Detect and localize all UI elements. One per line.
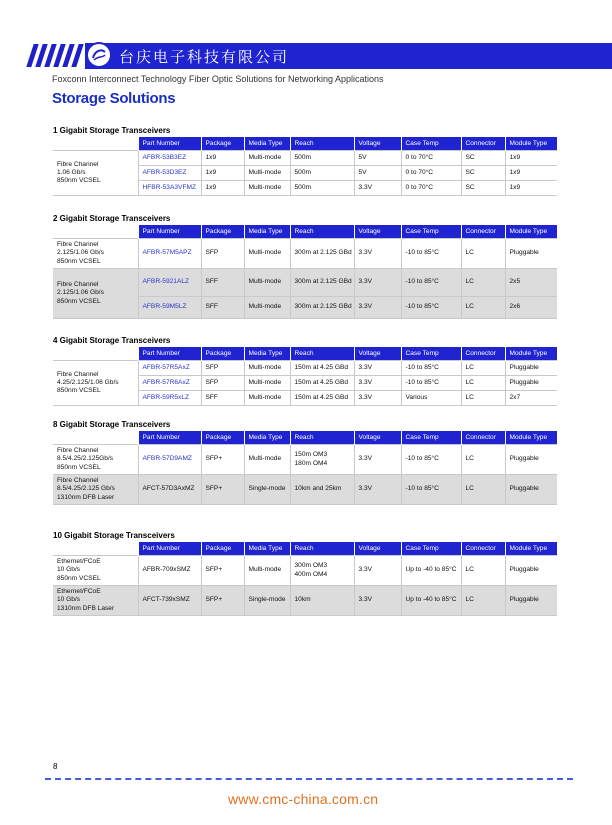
reach-cell: 150m at 4.25 GBd bbox=[290, 376, 354, 391]
media-type-cell: Multi-mode bbox=[244, 391, 290, 406]
part-number-cell[interactable]: AFBR-59R5xLZ bbox=[138, 391, 201, 406]
column-header-module-type: Module Type bbox=[505, 137, 557, 151]
module-type-cell: 1x9 bbox=[505, 166, 557, 181]
media-type-cell: Single-mode bbox=[244, 586, 290, 616]
media-type-cell: Multi-mode bbox=[244, 556, 290, 586]
voltage-cell: 3.3V bbox=[354, 269, 401, 297]
column-header-voltage: Voltage bbox=[354, 225, 401, 239]
module-type-cell: 2x7 bbox=[505, 391, 557, 406]
company-name: 台庆电子科技有限公司 bbox=[119, 48, 290, 66]
reach-cell: 300m OM3 400m OM4 bbox=[290, 556, 354, 586]
table-row bbox=[53, 586, 557, 616]
section-title: 4 Gigabit Storage Transceivers bbox=[53, 336, 171, 345]
part-number-cell[interactable]: AFBR-57M5APZ bbox=[138, 239, 201, 269]
package-cell: SFP bbox=[201, 239, 244, 269]
case-temp-cell: -10 to 85°C bbox=[401, 445, 461, 475]
voltage-cell: 3.3V bbox=[354, 475, 401, 505]
column-header-connector: Connector bbox=[461, 542, 505, 556]
package-cell: 1x9 bbox=[201, 166, 244, 181]
column-header-case-temp: Case Temp bbox=[401, 347, 461, 361]
connector-cell: LC bbox=[461, 376, 505, 391]
column-header-case-temp: Case Temp bbox=[401, 542, 461, 556]
column-header-connector: Connector bbox=[461, 137, 505, 151]
header-spacer bbox=[53, 137, 138, 151]
media-type-cell: Single-mode bbox=[244, 475, 290, 505]
module-type-cell: Pluggable bbox=[505, 556, 557, 586]
voltage-cell: 3.3V bbox=[354, 181, 401, 196]
column-header-connector: Connector bbox=[461, 225, 505, 239]
package-cell: SFP+ bbox=[201, 556, 244, 586]
case-temp-cell: 0 to 70°C bbox=[401, 181, 461, 196]
spec-table bbox=[53, 137, 557, 196]
column-header-media-type: Media Type bbox=[244, 542, 290, 556]
voltage-cell: 3.3V bbox=[354, 445, 401, 475]
part-number-cell[interactable]: AFCT-57D3AxMZ bbox=[138, 475, 201, 505]
case-temp-cell: 0 to 70°C bbox=[401, 166, 461, 181]
spec-table bbox=[53, 431, 557, 505]
column-header-module-type: Module Type bbox=[505, 542, 557, 556]
column-header-reach: Reach bbox=[290, 137, 354, 151]
reach-cell: 500m bbox=[290, 166, 354, 181]
part-number-cell[interactable]: HFBR-53A3VFMZ bbox=[138, 181, 201, 196]
column-header-case-temp: Case Temp bbox=[401, 225, 461, 239]
voltage-cell: 3.3V bbox=[354, 239, 401, 269]
case-temp-cell: -10 to 85°C bbox=[401, 376, 461, 391]
column-header-package: Package bbox=[201, 542, 244, 556]
section-title: 10 Gigabit Storage Transceivers bbox=[53, 531, 175, 540]
voltage-cell: 3.3V bbox=[354, 361, 401, 376]
reach-cell: 300m at 2.125 GBd bbox=[290, 269, 354, 297]
module-type-cell: 1x9 bbox=[505, 181, 557, 196]
connector-cell: LC bbox=[461, 475, 505, 505]
media-type-cell: Multi-mode bbox=[244, 166, 290, 181]
column-header-voltage: Voltage bbox=[354, 431, 401, 445]
column-header-connector: Connector bbox=[461, 431, 505, 445]
package-cell: SFF bbox=[201, 391, 244, 406]
connector-cell: LC bbox=[461, 586, 505, 616]
module-type-cell: Pluggable bbox=[505, 475, 557, 505]
column-header-module-type: Module Type bbox=[505, 431, 557, 445]
column-header-package: Package bbox=[201, 431, 244, 445]
table-row bbox=[53, 361, 557, 376]
voltage-cell: 3.3V bbox=[354, 391, 401, 406]
connector-cell: LC bbox=[461, 361, 505, 376]
connector-cell: LC bbox=[461, 445, 505, 475]
reach-cell: 150m at 4.25 GBd bbox=[290, 361, 354, 376]
column-header-reach: Reach bbox=[290, 431, 354, 445]
column-header-part-number: Part Number bbox=[138, 137, 201, 151]
column-header-module-type: Module Type bbox=[505, 225, 557, 239]
media-type-cell: Multi-mode bbox=[244, 361, 290, 376]
voltage-cell: 3.3V bbox=[354, 297, 401, 319]
case-temp-cell: -10 to 85°C bbox=[401, 239, 461, 269]
reach-cell: 10km and 25km bbox=[290, 475, 354, 505]
part-number-cell[interactable]: AFCT-739xSMZ bbox=[138, 586, 201, 616]
part-number-cell[interactable]: AFBR-53D3EZ bbox=[138, 166, 201, 181]
footer-divider bbox=[45, 778, 573, 780]
voltage-cell: 3.3V bbox=[354, 556, 401, 586]
connector-cell: LC bbox=[461, 391, 505, 406]
reach-cell: 500m bbox=[290, 151, 354, 166]
connector-cell: LC bbox=[461, 239, 505, 269]
reach-cell: 10km bbox=[290, 586, 354, 616]
case-temp-cell: -10 to 85°C bbox=[401, 361, 461, 376]
table-row bbox=[53, 445, 557, 475]
table-row bbox=[53, 475, 557, 505]
module-type-cell: Pluggable bbox=[505, 445, 557, 475]
media-type-cell: Multi-mode bbox=[244, 297, 290, 319]
package-cell: SFP bbox=[201, 361, 244, 376]
page-title: Storage Solutions bbox=[52, 90, 176, 107]
voltage-cell: 5V bbox=[354, 166, 401, 181]
module-type-cell: Pluggable bbox=[505, 586, 557, 616]
table-header-row bbox=[53, 137, 557, 151]
spec-table bbox=[53, 542, 557, 616]
column-header-voltage: Voltage bbox=[354, 542, 401, 556]
product-family: Fibre Channel 8.5/4.25/2.125Gb/s 850nm VCSEL bbox=[53, 445, 138, 475]
package-cell: SFF bbox=[201, 297, 244, 319]
case-temp-cell: Up to -40 to 85°C bbox=[401, 586, 461, 616]
case-temp-cell: -10 to 85°C bbox=[401, 269, 461, 297]
column-header-connector: Connector bbox=[461, 347, 505, 361]
module-type-cell: 1x9 bbox=[505, 151, 557, 166]
header-spacer bbox=[53, 347, 138, 361]
section-title: 1 Gigabit Storage Transceivers bbox=[53, 126, 171, 135]
connector-cell: LC bbox=[461, 297, 505, 319]
column-header-part-number: Part Number bbox=[138, 542, 201, 556]
column-header-case-temp: Case Temp bbox=[401, 431, 461, 445]
media-type-cell: Multi-mode bbox=[244, 445, 290, 475]
column-header-media-type: Media Type bbox=[244, 347, 290, 361]
module-type-cell: Pluggable bbox=[505, 361, 557, 376]
column-header-reach: Reach bbox=[290, 225, 354, 239]
reach-cell: 300m at 2.125 GBd bbox=[290, 297, 354, 319]
column-header-media-type: Media Type bbox=[244, 137, 290, 151]
table-header-row bbox=[53, 542, 557, 556]
media-type-cell: Multi-mode bbox=[244, 151, 290, 166]
header-spacer bbox=[53, 431, 138, 445]
column-header-media-type: Media Type bbox=[244, 225, 290, 239]
media-type-cell: Multi-mode bbox=[244, 376, 290, 391]
column-header-package: Package bbox=[201, 137, 244, 151]
package-cell: SFP bbox=[201, 376, 244, 391]
module-type-cell: 2x5 bbox=[505, 269, 557, 297]
table-header-row bbox=[53, 225, 557, 239]
package-cell: SFP+ bbox=[201, 475, 244, 505]
page-header bbox=[0, 0, 612, 95]
package-cell: SFP+ bbox=[201, 445, 244, 475]
product-family: Fibre Channel 8.5/4.25/2.125 Gb/s 1310nm DFB Laser bbox=[53, 475, 138, 505]
module-type-cell: Pluggable bbox=[505, 376, 557, 391]
reach-cell: 500m bbox=[290, 181, 354, 196]
section-title: 2 Gigabit Storage Transceivers bbox=[53, 214, 171, 223]
tagline: Foxconn Interconnect Technology Fiber Optic Solutions for Networking Applications bbox=[52, 74, 384, 84]
voltage-cell: 3.3V bbox=[354, 376, 401, 391]
table-row bbox=[53, 239, 557, 269]
connector-cell: LC bbox=[461, 556, 505, 586]
column-header-media-type: Media Type bbox=[244, 431, 290, 445]
case-temp-cell: Various bbox=[401, 391, 461, 406]
case-temp-cell: 0 to 70°C bbox=[401, 151, 461, 166]
part-number-cell[interactable]: AFBR-5921ALZ bbox=[138, 269, 201, 297]
column-header-voltage: Voltage bbox=[354, 137, 401, 151]
spec-table bbox=[53, 225, 557, 319]
footer-url: www.cmc-china.com.cn bbox=[228, 791, 379, 807]
company-logo-icon bbox=[86, 42, 112, 68]
package-cell: SFP+ bbox=[201, 586, 244, 616]
voltage-cell: 5V bbox=[354, 151, 401, 166]
part-number-cell[interactable]: AFBR-57R5AxZ bbox=[138, 361, 201, 376]
connector-cell: SC bbox=[461, 166, 505, 181]
column-header-module-type: Module Type bbox=[505, 347, 557, 361]
product-family: Fibre Channel 1.06 Gb/s 850nm VCSEL bbox=[53, 151, 138, 196]
part-number-cell[interactable]: AFBR-53B3EZ bbox=[138, 151, 201, 166]
page-number: 8 bbox=[53, 762, 58, 771]
part-number-cell[interactable]: AFBR-59M5LZ bbox=[138, 297, 201, 319]
column-header-package: Package bbox=[201, 347, 244, 361]
reach-cell: 300m at 2.125 GBd bbox=[290, 239, 354, 269]
table-header-row bbox=[53, 347, 557, 361]
package-cell: 1x9 bbox=[201, 181, 244, 196]
voltage-cell: 3.3V bbox=[354, 586, 401, 616]
column-header-case-temp: Case Temp bbox=[401, 137, 461, 151]
package-cell: SFF bbox=[201, 269, 244, 297]
media-type-cell: Multi-mode bbox=[244, 181, 290, 196]
part-number-cell[interactable]: AFBR-57R6AxZ bbox=[138, 376, 201, 391]
product-family: Fibre Channel 2.125/1.06 Gb/s 850nm VCSEL bbox=[53, 239, 138, 269]
reach-cell: 150m at 4.25 GBd bbox=[290, 391, 354, 406]
part-number-cell[interactable]: AFBR-709xSMZ bbox=[138, 556, 201, 586]
column-header-reach: Reach bbox=[290, 347, 354, 361]
header-spacer bbox=[53, 225, 138, 239]
column-header-reach: Reach bbox=[290, 542, 354, 556]
column-header-part-number: Part Number bbox=[138, 347, 201, 361]
column-header-voltage: Voltage bbox=[354, 347, 401, 361]
media-type-cell: Multi-mode bbox=[244, 269, 290, 297]
section-title: 8 Gigabit Storage Transceivers bbox=[53, 420, 171, 429]
part-number-cell[interactable]: AFBR-57D9AMZ bbox=[138, 445, 201, 475]
column-header-part-number: Part Number bbox=[138, 431, 201, 445]
case-temp-cell: -10 to 85°C bbox=[401, 475, 461, 505]
header-spacer bbox=[53, 542, 138, 556]
module-type-cell: 2x6 bbox=[505, 297, 557, 319]
table-row bbox=[53, 151, 557, 166]
case-temp-cell: -10 to 85°C bbox=[401, 297, 461, 319]
connector-cell: SC bbox=[461, 181, 505, 196]
table-header-row bbox=[53, 431, 557, 445]
product-family: Fibre Channel 2.125/1.06 Gb/s 850nm VCSEL bbox=[53, 269, 138, 319]
connector-cell: LC bbox=[461, 269, 505, 297]
module-type-cell: Pluggable bbox=[505, 239, 557, 269]
package-cell: 1x9 bbox=[201, 151, 244, 166]
reach-cell: 150m OM3 180m OM4 bbox=[290, 445, 354, 475]
connector-cell: SC bbox=[461, 151, 505, 166]
case-temp-cell: Up to -40 to 85°C bbox=[401, 556, 461, 586]
product-family: Fibre Channel 4.25/2.125/1.06 Gb/s 850nm VCSEL bbox=[53, 361, 138, 406]
column-header-part-number: Part Number bbox=[138, 225, 201, 239]
table-row bbox=[53, 269, 557, 297]
table-row bbox=[53, 556, 557, 586]
product-family: Ethernet/FCoE 10 Gb/s 1310nm DFB Laser bbox=[53, 586, 138, 616]
product-family: Ethernet/FCoE 10 Gb/s 850nm VCSEL bbox=[53, 556, 138, 586]
column-header-package: Package bbox=[201, 225, 244, 239]
spec-table bbox=[53, 347, 557, 406]
media-type-cell: Multi-mode bbox=[244, 239, 290, 269]
